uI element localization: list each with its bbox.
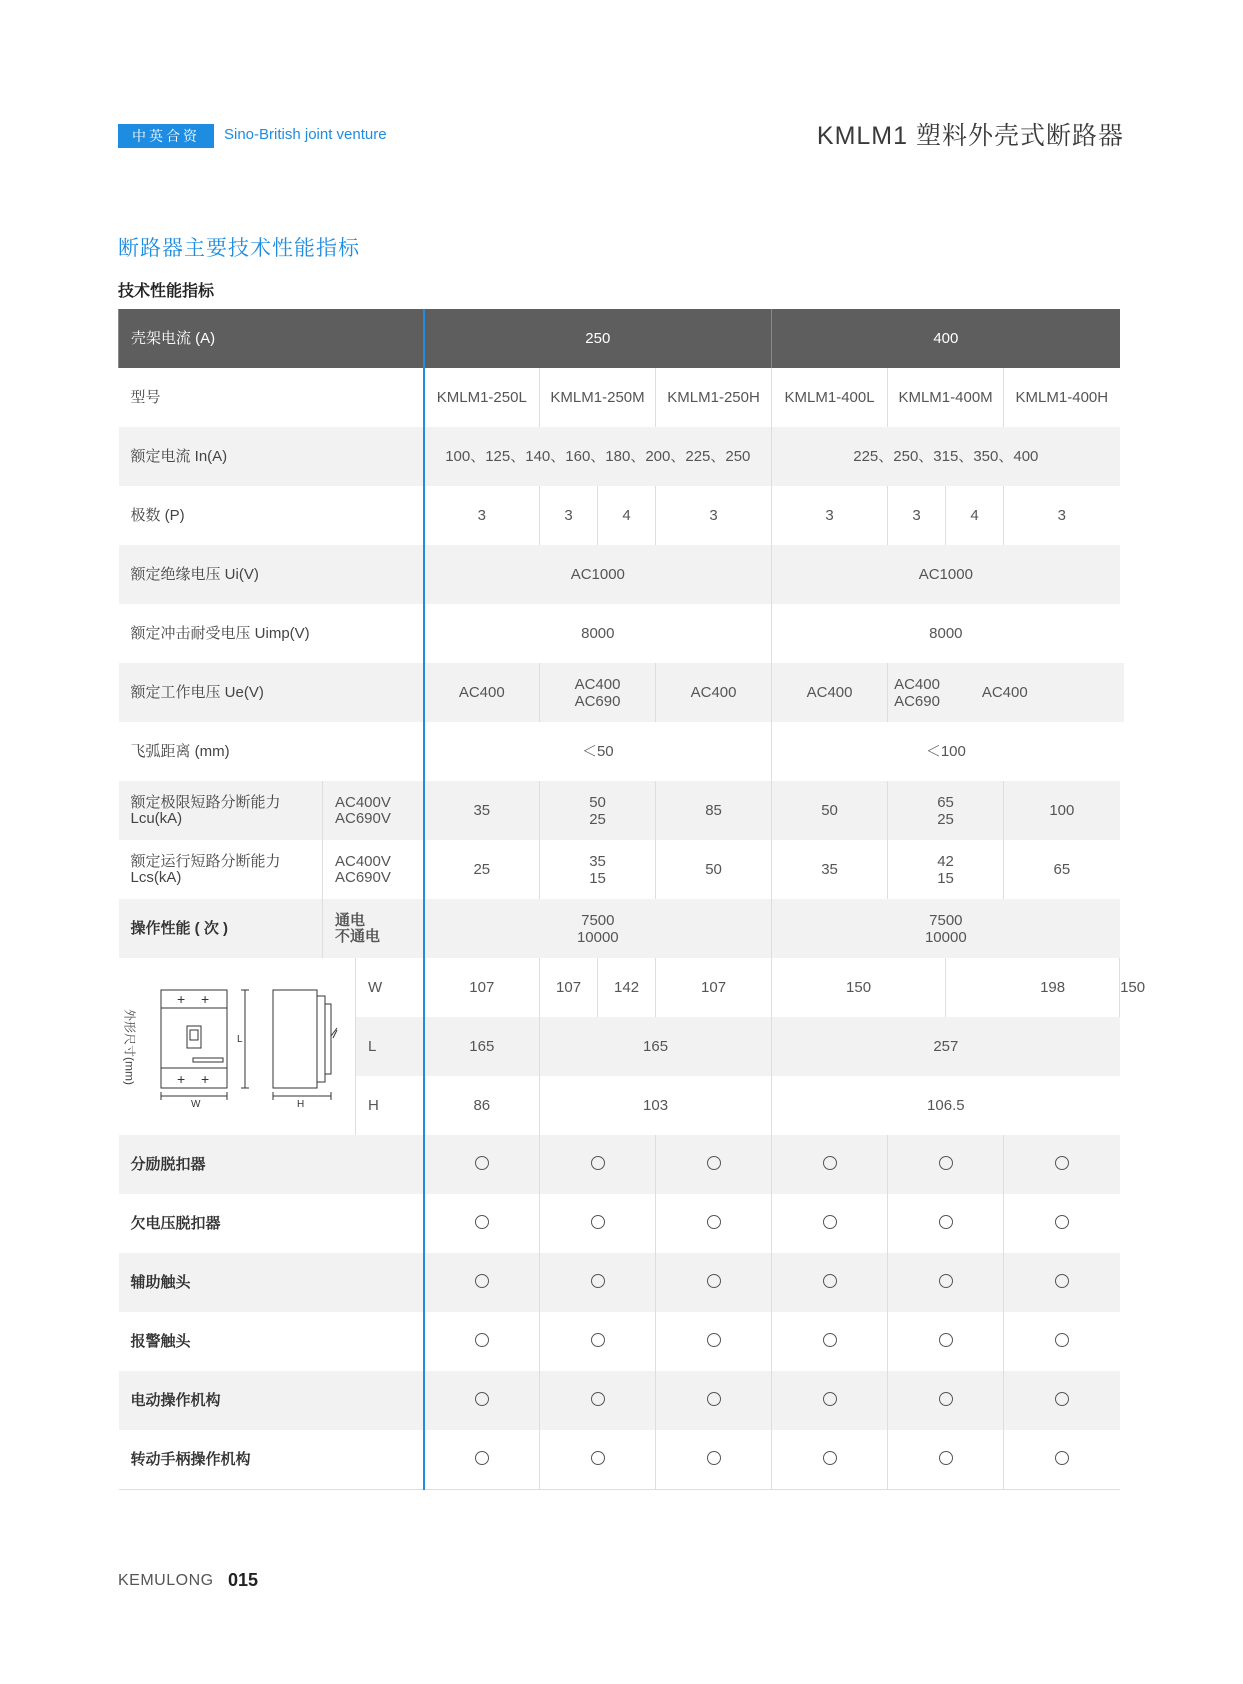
available-circle-icon	[591, 1274, 605, 1288]
available-circle-icon	[823, 1392, 837, 1406]
drawing-l-label: L	[236, 1034, 243, 1045]
op-label: 操作性能 ( 次 )	[119, 899, 323, 958]
arc-250: ＜50	[424, 722, 772, 781]
available-circle-icon	[475, 1215, 489, 1229]
available-circle-icon	[591, 1392, 605, 1406]
rated-current-label: 额定电流 In(A)	[119, 427, 424, 486]
w-cell: 107	[540, 958, 598, 1017]
available-circle-icon	[707, 1156, 721, 1170]
h-cell: 103	[540, 1076, 772, 1135]
arc-400: ＜100	[772, 722, 1120, 781]
frame-400: 400	[772, 309, 1120, 368]
available-circle-icon	[475, 1156, 489, 1170]
row-dim-w	[119, 958, 1125, 1017]
model-cell: KMLM1-250L	[424, 368, 540, 427]
row-lcu	[119, 781, 1125, 840]
lcs-label-line: Lcs(kA)	[130, 868, 182, 886]
section-subtitle: 技术性能指标	[118, 283, 215, 300]
available-circle-icon	[1055, 1392, 1069, 1406]
ue-cell: AC400	[656, 663, 772, 722]
accessory-label: 辅助触头	[119, 1253, 424, 1312]
breaker-dimension-drawing	[157, 986, 367, 1108]
row-ui	[119, 545, 1125, 604]
poles-label: 极数 (P)	[130, 507, 185, 524]
row-model	[119, 368, 1125, 427]
op-line: 7500	[929, 911, 963, 929]
row-operation	[119, 899, 1125, 958]
lcu-label-line: 额定极限短路分断能力	[130, 793, 281, 811]
accessory-label: 电动操作机构	[119, 1371, 424, 1430]
lcs-cell: 25	[424, 840, 540, 899]
lcs-line: 15	[589, 869, 606, 887]
available-circle-icon	[475, 1333, 489, 1347]
row-accessory	[119, 1312, 1125, 1371]
available-circle-icon	[939, 1215, 953, 1229]
w-cell: 142	[598, 958, 656, 1017]
op-400	[772, 899, 1120, 958]
ue-line: AC400	[894, 675, 940, 693]
w-cell: 150	[1120, 958, 1124, 1017]
available-circle-icon	[1055, 1451, 1069, 1465]
available-circle-icon	[475, 1451, 489, 1465]
op-250	[424, 899, 772, 958]
poles-cell: 3	[1004, 486, 1120, 545]
lcs-cell	[888, 840, 1004, 899]
poles-cell: 3	[772, 486, 888, 545]
frame-current-label: 壳架电流 (A)	[119, 309, 424, 368]
model-cell: KMLM1-400H	[1004, 368, 1120, 427]
available-circle-icon	[707, 1215, 721, 1229]
model-cell: KMLM1-400M	[888, 368, 1004, 427]
poles-cell: 3	[540, 486, 598, 545]
ue-cell	[540, 663, 656, 722]
lcs-cell: 50	[656, 840, 772, 899]
voltage-line: AC400V	[335, 793, 391, 811]
lcs-cell	[540, 840, 656, 899]
available-circle-icon	[823, 1451, 837, 1465]
lcu-line: 50	[589, 793, 606, 811]
available-circle-icon	[1055, 1156, 1069, 1170]
plus-symbol: +	[176, 991, 185, 1007]
lcs-cell: 35	[772, 840, 888, 899]
row-frame-current	[119, 309, 1125, 368]
doc-title: KMLM1 塑料外壳式断路器	[816, 122, 1124, 150]
poles-cell: 3	[656, 486, 772, 545]
ue-cell: AC400	[946, 663, 1124, 722]
poles-cell: 4	[946, 486, 1004, 545]
page-number: 015	[228, 1570, 259, 1590]
available-circle-icon	[823, 1274, 837, 1288]
dimension-drawing-cell	[119, 958, 356, 1135]
lcs-line: 42	[937, 852, 954, 870]
op-sub-line: 通电	[335, 911, 366, 929]
ui-400: AC1000	[772, 545, 1120, 604]
l-label: L	[356, 1017, 424, 1076]
row-ue	[119, 663, 1125, 722]
lcu-cell	[540, 781, 656, 840]
row-accessory	[119, 1371, 1125, 1430]
lcs-cell: 65	[1004, 840, 1120, 899]
ue-label: 额定工作电压 Ue(V)	[119, 663, 424, 722]
w-cell: 107	[424, 958, 540, 1017]
lcu-voltage	[323, 781, 424, 840]
lcs-line: 35	[589, 852, 606, 870]
ue-line: AC690	[574, 692, 621, 710]
row-uimp	[119, 604, 1125, 663]
w-cell: 198	[946, 958, 1120, 1017]
ue-cell: AC400	[772, 663, 888, 722]
accessory-label: 报警触头	[130, 1333, 191, 1350]
available-circle-icon	[707, 1392, 721, 1406]
available-circle-icon	[1055, 1333, 1069, 1347]
available-circle-icon	[823, 1215, 837, 1229]
row-accessory	[119, 1135, 1125, 1194]
lcs-voltage	[323, 840, 424, 899]
lcu-line: 25	[589, 810, 606, 828]
rated-current-400: 225、250、315、350、400	[772, 427, 1120, 486]
plus-symbol: +	[200, 991, 209, 1007]
l-cell: 165	[540, 1017, 772, 1076]
row-arc	[119, 722, 1125, 781]
voltage-line: AC690V	[335, 809, 391, 827]
tag-cn: 中英合资	[118, 124, 214, 148]
frame-250: 250	[424, 309, 772, 368]
lcu-line: 65	[937, 793, 954, 811]
dim-label: 外形尺寸(mm)	[122, 1008, 136, 1085]
accessory-label: 分励脱扣器	[119, 1135, 424, 1194]
row-accessory	[119, 1194, 1125, 1253]
available-circle-icon	[823, 1333, 837, 1347]
model-cell: KMLM1-250M	[540, 368, 656, 427]
op-sub	[323, 899, 424, 958]
lcu-cell: 85	[656, 781, 772, 840]
available-circle-icon	[591, 1215, 605, 1229]
plus-symbol: +	[176, 1071, 185, 1087]
lcu-label-line: Lcu(kA)	[130, 809, 183, 827]
available-circle-icon	[591, 1451, 605, 1465]
available-circle-icon	[707, 1274, 721, 1288]
row-accessory	[119, 1430, 1125, 1490]
row-rated-current	[119, 427, 1125, 486]
available-circle-icon	[1055, 1274, 1069, 1288]
l-cell: 165	[424, 1017, 540, 1076]
w-cell: 150	[772, 958, 946, 1017]
available-circle-icon	[939, 1333, 953, 1347]
model-cell: KMLM1-400L	[772, 368, 888, 427]
poles-cell: 3	[424, 486, 540, 545]
w-cell: 107	[656, 958, 772, 1017]
available-circle-icon	[475, 1392, 489, 1406]
op-line: 10000	[576, 928, 619, 946]
spec-table	[118, 309, 1146, 1490]
voltage-line: AC400V	[335, 852, 391, 870]
footer-brand: KEMULONG	[118, 1572, 214, 1589]
voltage-line: AC690V	[335, 868, 391, 886]
row-accessory	[119, 1253, 1125, 1312]
available-circle-icon	[939, 1156, 953, 1170]
l-cell: 257	[772, 1017, 1120, 1076]
ui-250: AC1000	[424, 545, 772, 604]
model-label: 型号	[130, 389, 161, 406]
tag-en: Sino-British joint venture	[224, 126, 387, 143]
available-circle-icon	[707, 1333, 721, 1347]
w-label: W	[356, 958, 424, 1017]
available-circle-icon	[1055, 1215, 1069, 1229]
plus-symbol: +	[200, 1071, 209, 1087]
lcs-line: 15	[937, 869, 954, 887]
h-cell: 106.5	[772, 1076, 1120, 1135]
ui-label: 额定绝缘电压 Ui(V)	[119, 545, 424, 604]
ue-line: AC400	[574, 675, 621, 693]
rated-current-250: 100、125、140、160、180、200、225、250	[424, 427, 772, 486]
poles-cell: 4	[598, 486, 656, 545]
poles-cell: 3	[888, 486, 946, 545]
uimp-400: 8000	[772, 604, 1120, 663]
accessory-label: 转动手柄操作机构	[119, 1430, 424, 1490]
drawing-h-label: H	[296, 1099, 304, 1108]
available-circle-icon	[475, 1274, 489, 1288]
drawing-w-label: W	[190, 1099, 200, 1108]
available-circle-icon	[939, 1274, 953, 1288]
lcu-line: 25	[937, 810, 954, 828]
row-lcs	[119, 840, 1125, 899]
available-circle-icon	[591, 1156, 605, 1170]
accessory-label: 欠电压脱扣器	[130, 1215, 221, 1232]
ue-line: AC690	[894, 692, 940, 710]
available-circle-icon	[939, 1392, 953, 1406]
op-line: 10000	[924, 928, 967, 946]
row-poles	[119, 486, 1125, 545]
op-sub-line: 不通电	[335, 927, 381, 945]
available-circle-icon	[707, 1451, 721, 1465]
lcs-label-line: 额定运行短路分断能力	[130, 852, 281, 870]
section-title: 断路器主要技术性能指标	[118, 237, 360, 260]
available-circle-icon	[823, 1156, 837, 1170]
lcs-label	[119, 840, 323, 899]
ue-cell: AC400	[424, 663, 540, 722]
available-circle-icon	[939, 1451, 953, 1465]
h-label: H	[356, 1076, 424, 1135]
uimp-label: 额定冲击耐受电压 Uimp(V)	[130, 625, 310, 642]
lcu-cell	[888, 781, 1004, 840]
lcu-label	[119, 781, 323, 840]
h-cell: 86	[424, 1076, 540, 1135]
arc-label: 飞弧距离 (mm)	[130, 743, 230, 760]
lcu-cell: 35	[424, 781, 540, 840]
lcu-cell: 100	[1004, 781, 1120, 840]
op-line: 7500	[581, 911, 615, 929]
lcu-cell: 50	[772, 781, 888, 840]
uimp-250: 8000	[424, 604, 772, 663]
available-circle-icon	[591, 1333, 605, 1347]
ue-cell	[888, 663, 946, 722]
model-cell: KMLM1-250H	[656, 368, 772, 427]
